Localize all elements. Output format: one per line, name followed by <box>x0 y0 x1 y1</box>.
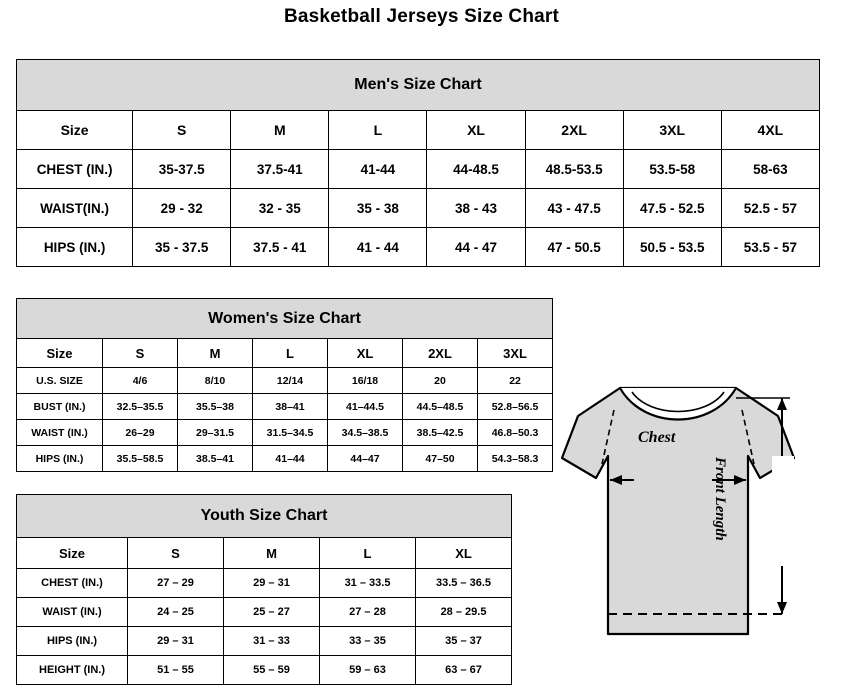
table-row <box>17 656 512 685</box>
table-cell: 46.8–50.3 <box>478 420 553 446</box>
table-header-band <box>17 60 820 111</box>
table-cell: 44.5–48.5 <box>403 394 478 420</box>
table-cell: 38 - 43 <box>427 189 525 228</box>
column-header: Size <box>17 538 128 569</box>
front-length-arrow-top <box>777 398 787 410</box>
table-cell: 4/6 <box>103 368 178 394</box>
table-row <box>17 150 820 189</box>
table-cell: 29 – 31 <box>224 569 320 598</box>
table-cell: 38.5–42.5 <box>403 420 478 446</box>
front-length-label-backdrop <box>772 456 794 566</box>
table-cell: 41–44 <box>253 446 328 472</box>
table-row <box>17 420 553 446</box>
table-cell: 31.5–34.5 <box>253 420 328 446</box>
front-length-arrow-bottom <box>777 602 787 614</box>
womens-heading: Women's Size Chart <box>17 299 553 339</box>
mens-heading: Men's Size Chart <box>17 60 820 111</box>
column-header: XL <box>416 538 512 569</box>
table-cell: 41-44 <box>329 150 427 189</box>
table-cell: 27 – 28 <box>320 598 416 627</box>
table-cell: 35 - 38 <box>329 189 427 228</box>
column-header: L <box>253 339 328 368</box>
table-cell: 29 - 32 <box>133 189 231 228</box>
row-label: HIPS (IN.) <box>17 228 133 267</box>
table-cell: 32 - 35 <box>231 189 329 228</box>
row-label: WAIST (IN.) <box>17 420 103 446</box>
table-row <box>17 368 553 394</box>
row-label: HEIGHT (IN.) <box>17 656 128 685</box>
table-cell: 20 <box>403 368 478 394</box>
table-cell: 53.5-58 <box>623 150 721 189</box>
table-cell: 58-63 <box>721 150 819 189</box>
table-cell: 63 – 67 <box>416 656 512 685</box>
table-cell: 51 – 55 <box>128 656 224 685</box>
column-header: S <box>128 538 224 569</box>
table-cell: 35 - 37.5 <box>133 228 231 267</box>
table-cell: 37.5 - 41 <box>231 228 329 267</box>
table-header-band <box>17 299 553 339</box>
table-cell: 33.5 – 36.5 <box>416 569 512 598</box>
jersey-illustration <box>552 352 840 672</box>
column-header: XL <box>427 111 525 150</box>
column-header: 3XL <box>623 111 721 150</box>
table-row <box>17 569 512 598</box>
column-header: S <box>133 111 231 150</box>
column-header: M <box>224 538 320 569</box>
womens-size-chart-table <box>16 298 553 472</box>
chest-label: Chest <box>638 429 676 446</box>
row-label: WAIST(IN.) <box>17 189 133 228</box>
table-cell: 41–44.5 <box>328 394 403 420</box>
table-row <box>17 394 553 420</box>
front-length-label: Front Length <box>712 457 728 541</box>
table-cell: 44–47 <box>328 446 403 472</box>
table-cell: 41 - 44 <box>329 228 427 267</box>
column-header: 2XL <box>525 111 623 150</box>
table-cell: 35-37.5 <box>133 150 231 189</box>
youth-heading: Youth Size Chart <box>17 495 512 538</box>
table-cell: 34.5–38.5 <box>328 420 403 446</box>
table-cell: 32.5–35.5 <box>103 394 178 420</box>
column-header: Size <box>17 111 133 150</box>
table-cell: 52.8–56.5 <box>478 394 553 420</box>
table-cell: 43 - 47.5 <box>525 189 623 228</box>
table-cell: 35.5–38 <box>178 394 253 420</box>
table-cell: 47–50 <box>403 446 478 472</box>
table-cell: 31 – 33 <box>224 627 320 656</box>
table-cell: 52.5 - 57 <box>721 189 819 228</box>
table-cell: 54.3–58.3 <box>478 446 553 472</box>
column-header: M <box>231 111 329 150</box>
table-cell: 53.5 - 57 <box>721 228 819 267</box>
table-cell: 55 – 59 <box>224 656 320 685</box>
table-cell: 59 – 63 <box>320 656 416 685</box>
column-header: 3XL <box>478 339 553 368</box>
table-header-row <box>17 339 553 368</box>
table-header-row <box>17 111 820 150</box>
table-cell: 24 – 25 <box>128 598 224 627</box>
column-header: 4XL <box>721 111 819 150</box>
table-cell: 44 - 47 <box>427 228 525 267</box>
jersey-measurement-diagram <box>552 352 840 672</box>
table-cell: 38.5–41 <box>178 446 253 472</box>
table-cell: 27 – 29 <box>128 569 224 598</box>
table-cell: 33 – 35 <box>320 627 416 656</box>
column-header: L <box>329 111 427 150</box>
table-header-row <box>17 538 512 569</box>
table-cell: 28 – 29.5 <box>416 598 512 627</box>
jersey-body-shape <box>562 388 794 634</box>
row-label: BUST (IN.) <box>17 394 103 420</box>
table-cell: 29–31.5 <box>178 420 253 446</box>
table-row <box>17 598 512 627</box>
table-cell: 38–41 <box>253 394 328 420</box>
table-cell: 25 – 27 <box>224 598 320 627</box>
row-label: WAIST (IN.) <box>17 598 128 627</box>
row-label: HIPS (IN.) <box>17 627 128 656</box>
table-cell: 35 – 37 <box>416 627 512 656</box>
mens-size-chart-table <box>16 59 820 267</box>
table-cell: 26–29 <box>103 420 178 446</box>
table-cell: 8/10 <box>178 368 253 394</box>
table-cell: 50.5 - 53.5 <box>623 228 721 267</box>
table-cell: 12/14 <box>253 368 328 394</box>
row-label: CHEST (IN.) <box>17 569 128 598</box>
table-cell: 48.5-53.5 <box>525 150 623 189</box>
column-header: 2XL <box>403 339 478 368</box>
column-header: M <box>178 339 253 368</box>
table-row <box>17 627 512 656</box>
chest-label-backdrop <box>634 468 712 492</box>
youth-size-chart-table <box>16 494 512 685</box>
table-cell: 47 - 50.5 <box>525 228 623 267</box>
table-cell: 31 – 33.5 <box>320 569 416 598</box>
table-cell: 22 <box>478 368 553 394</box>
table-row <box>17 189 820 228</box>
table-cell: 44-48.5 <box>427 150 525 189</box>
table-cell: 29 – 31 <box>128 627 224 656</box>
table-header-band <box>17 495 512 538</box>
table-cell: 37.5-41 <box>231 150 329 189</box>
page-title: Basketball Jerseys Size Chart <box>283 6 560 27</box>
table-cell: 47.5 - 52.5 <box>623 189 721 228</box>
column-header: XL <box>328 339 403 368</box>
column-header: S <box>103 339 178 368</box>
row-label: HIPS (IN.) <box>17 446 103 472</box>
column-header: L <box>320 538 416 569</box>
table-cell: 35.5–58.5 <box>103 446 178 472</box>
table-row <box>17 446 553 472</box>
row-label: U.S. SIZE <box>17 368 103 394</box>
row-label: CHEST (IN.) <box>17 150 133 189</box>
table-cell: 16/18 <box>328 368 403 394</box>
column-header: Size <box>17 339 103 368</box>
table-row <box>17 228 820 267</box>
